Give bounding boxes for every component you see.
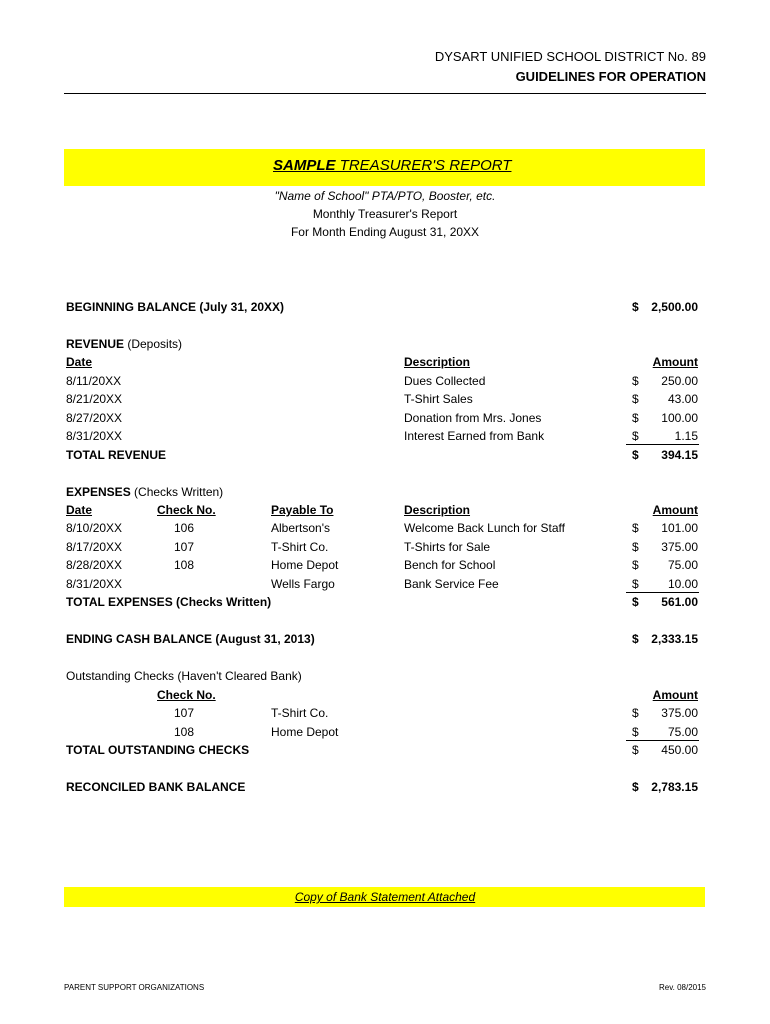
report-title [273, 157, 511, 174]
expense-row-amount: 101.00 [661, 521, 698, 535]
revenue-col-amount: Amount [652, 355, 698, 369]
revenue-heading-rest: (Deposits) [124, 337, 183, 351]
revenue-row-dollar: $ [632, 411, 639, 425]
revenue-col-date: Date [66, 355, 93, 369]
outstanding-row-amount: 75.00 [667, 725, 698, 739]
revenue-row-date: 8/11/20XX [66, 374, 122, 388]
revenue-row-description: Dues Collected [404, 374, 486, 388]
revenue-row-description: Donation from Mrs. Jones [404, 411, 542, 425]
revenue-row-dollar: $ [632, 429, 639, 443]
revenue-row-amount: 100.00 [661, 411, 698, 425]
expense-row-check: 108 [174, 558, 195, 572]
expense-row-description: T-Shirts for Sale [404, 540, 491, 554]
expense-row-date: 8/28/20XX [66, 558, 123, 572]
expenses-heading-bold: EXPENSES [66, 485, 131, 499]
revenue-heading-bold: REVENUE [66, 337, 125, 351]
expense-row-description: Bench for School [404, 558, 496, 572]
expense-row-date: 8/31/20XX [66, 577, 123, 591]
outstanding-row-amount: 375.00 [661, 706, 698, 720]
revenue-subtotal-rule [626, 444, 699, 445]
report-title-rest: TREASURER'S REPORT [335, 157, 512, 174]
expense-row-payable: Wells Fargo [271, 577, 335, 591]
report-title-sample: SAMPLE [273, 157, 336, 174]
outstanding-total-amount: 450.00 [661, 743, 698, 757]
revenue-row-date: 8/27/20XX [66, 411, 123, 425]
outstanding-row-check: 107 [174, 706, 195, 720]
beginning-balance-label: BEGINNING BALANCE (July 31, 20XX) [66, 300, 285, 314]
subtitle-period: For Month Ending August 31, 20XX [290, 225, 480, 239]
outstanding-row-dollar: $ [632, 706, 639, 720]
footer-revision: Rev. 08/2015 [659, 983, 706, 992]
footer-organization: PARENT SUPPORT ORGANIZATIONS [64, 983, 205, 992]
outstanding-row-payable: Home Depot [271, 725, 339, 739]
expense-row-amount: 75.00 [667, 558, 698, 572]
attachment-note: Copy of Bank Statement Attached [294, 890, 476, 904]
guidelines-heading: GUIDELINES FOR OPERATION [515, 69, 706, 84]
expense-row-payable: Home Depot [271, 558, 339, 572]
expense-row-payable: Albertson's [271, 521, 330, 535]
expenses-heading-rest: (Checks Written) [130, 485, 224, 499]
reconciled-balance-amount: 2,783.15 [651, 780, 698, 794]
revenue-total-amount: 394.15 [661, 448, 698, 462]
expenses-total-dollar: $ [632, 595, 639, 609]
revenue-row-amount: 43.00 [667, 392, 698, 406]
outstanding-row-dollar: $ [632, 725, 639, 739]
revenue-row-dollar: $ [632, 392, 639, 406]
reconciled-balance-dollar: $ [632, 780, 639, 794]
revenue-total-label: TOTAL REVENUE [66, 448, 167, 462]
expense-row-dollar: $ [632, 558, 639, 572]
expenses-subtotal-rule [626, 592, 699, 593]
expenses-col-payable: Payable To [271, 503, 334, 517]
outstanding-heading: Outstanding Checks (Haven't Cleared Bank) [66, 669, 302, 683]
revenue-col-description: Description [404, 355, 471, 369]
subtitle-report: Monthly Treasurer's Report [312, 207, 458, 221]
expense-row-date: 8/17/20XX [66, 540, 123, 554]
expenses-col-amount: Amount [652, 503, 698, 517]
revenue-total-dollar: $ [632, 448, 639, 462]
expense-row-payable: T-Shirt Co. [271, 540, 329, 554]
outstanding-row-check: 108 [174, 725, 195, 739]
expense-row-description: Bank Service Fee [404, 577, 499, 591]
expense-row-date: 8/10/20XX [66, 521, 123, 535]
expense-row-description: Welcome Back Lunch for Staff [404, 521, 565, 535]
outstanding-total-label: TOTAL OUTSTANDING CHECKS [66, 743, 250, 757]
revenue-row-dollar: $ [632, 374, 639, 388]
expense-row-dollar: $ [632, 521, 639, 535]
expense-row-dollar: $ [632, 540, 639, 554]
district-name: DYSART UNIFIED SCHOOL DISTRICT No. 89 [434, 49, 706, 64]
subtitle-school: "Name of School" PTA/PTO, Booster, etc. [274, 189, 496, 203]
revenue-row-amount: 1.15 [674, 429, 698, 443]
revenue-row-amount: 250.00 [661, 374, 698, 388]
header-rule [64, 93, 706, 94]
outstanding-row-payable: T-Shirt Co. [271, 706, 329, 720]
outstanding-subtotal-rule [626, 740, 699, 741]
ending-balance-label: ENDING CASH BALANCE (August 31, 2013) [66, 632, 315, 646]
expense-row-amount: 375.00 [661, 540, 698, 554]
revenue-row-date: 8/21/20XX [66, 392, 123, 406]
revenue-row-description: T-Shirt Sales [404, 392, 473, 406]
expenses-heading [66, 484, 223, 500]
expense-row-check: 107 [174, 540, 195, 554]
expenses-col-description: Description [404, 503, 471, 517]
beginning-balance-dollar: $ [632, 300, 639, 314]
outstanding-col-amount: Amount [652, 688, 698, 702]
expense-row-check: 106 [174, 521, 195, 535]
expenses-total-label: TOTAL EXPENSES (Checks Written) [66, 595, 272, 609]
expenses-total-amount: 561.00 [661, 595, 698, 609]
ending-balance-amount: 2,333.15 [651, 632, 698, 646]
expenses-col-date: Date [66, 503, 93, 517]
beginning-balance-amount: 2,500.00 [651, 300, 698, 314]
outstanding-total-dollar: $ [632, 743, 639, 757]
ending-balance-dollar: $ [632, 632, 639, 646]
expenses-col-check: Check No. [157, 503, 216, 517]
revenue-heading [66, 336, 182, 352]
expense-row-dollar: $ [632, 577, 639, 591]
revenue-row-description: Interest Earned from Bank [404, 429, 545, 443]
reconciled-balance-label: RECONCILED BANK BALANCE [66, 780, 246, 794]
outstanding-col-check: Check No. [157, 688, 216, 702]
expense-row-amount: 10.00 [667, 577, 698, 591]
revenue-row-date: 8/31/20XX [66, 429, 123, 443]
